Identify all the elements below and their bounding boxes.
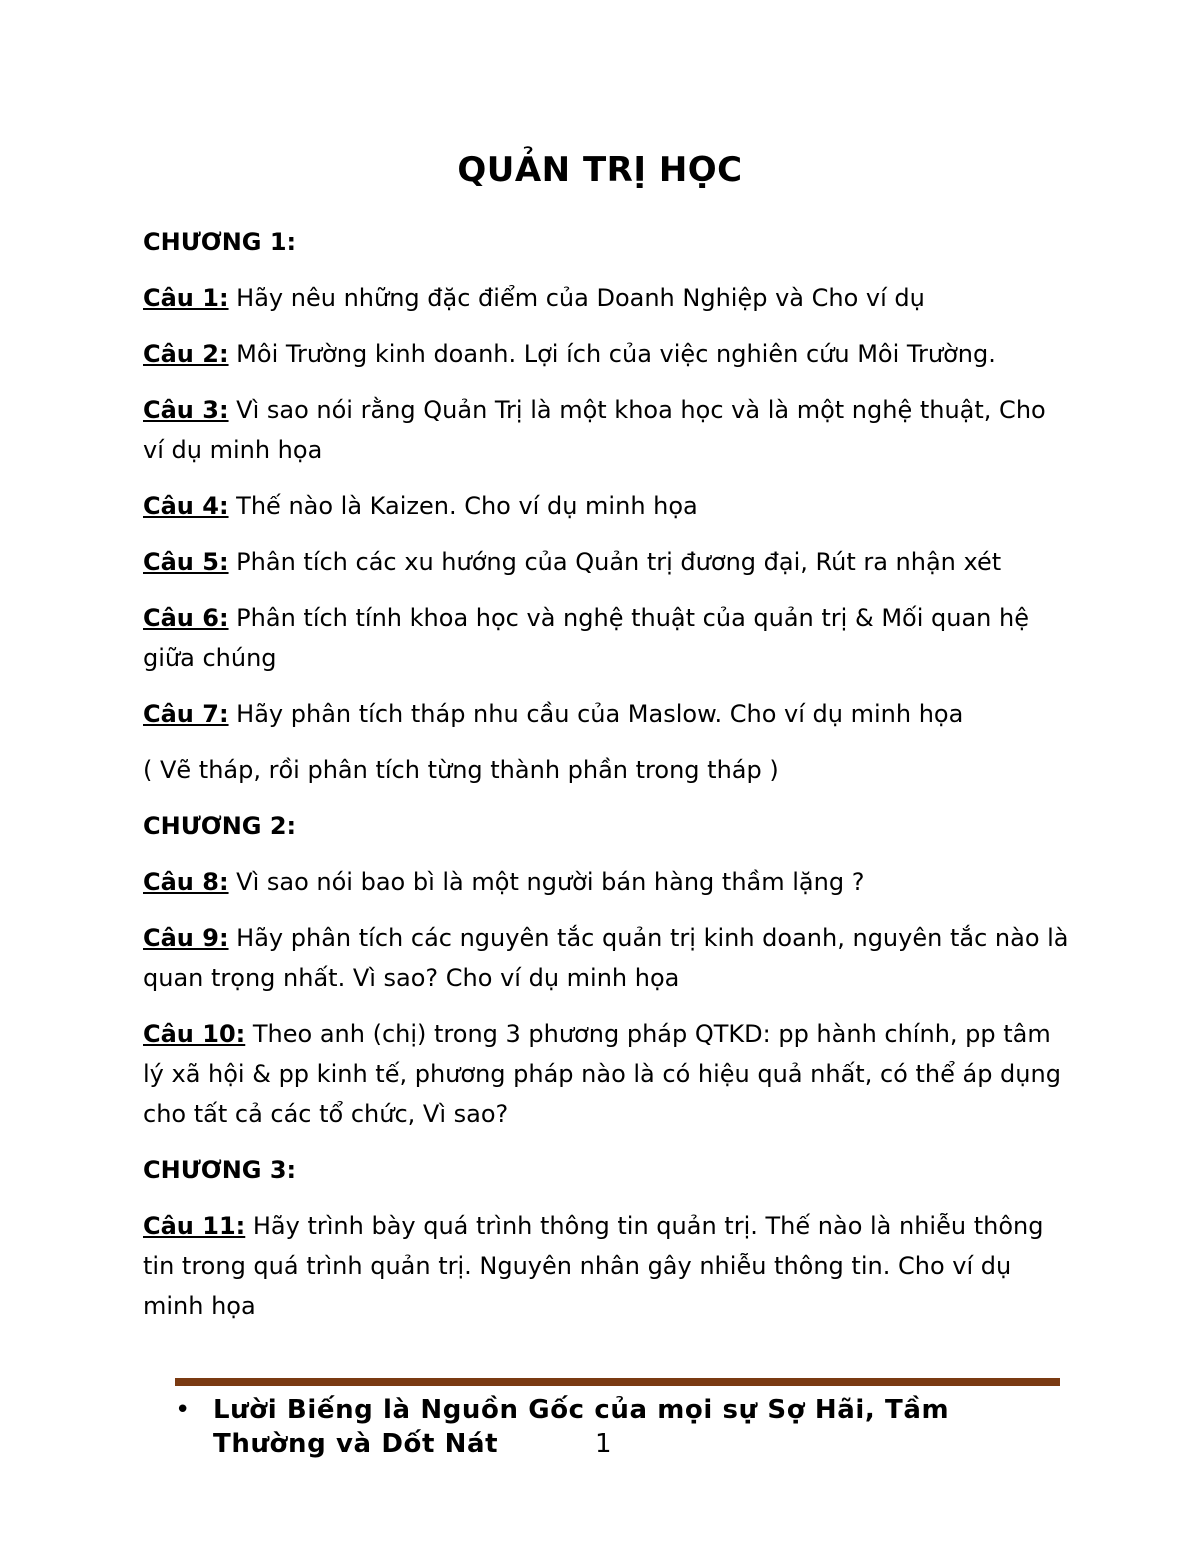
chapter-heading: CHƯƠNG 2: — [143, 812, 297, 840]
document-body — [143, 222, 1073, 1342]
question-label: Câu 6: — [143, 604, 229, 632]
question-item — [143, 1206, 1073, 1326]
question-item — [143, 390, 1073, 470]
question-item — [143, 694, 1073, 734]
question-text: Vì sao nói bao bì là một người bán hàng thầm lặng ? — [228, 868, 865, 896]
question-item — [143, 862, 1073, 902]
question-item — [143, 598, 1073, 678]
question-label: Câu 1: — [143, 284, 229, 312]
question-item — [143, 334, 1073, 374]
question-label: Câu 2: — [143, 340, 229, 368]
question-text: Hãy trình bày quá trình thông tin quản trị. Thế nào là nhiễu thông tin trong quá trình quản trị. Nguyên nhân gây nhiễu thông tin. Cho ví dụ minh họa — [143, 1212, 1044, 1320]
question-item — [143, 486, 1073, 526]
question-text: Vì sao nói rằng Quản Trị là một khoa học và là một nghệ thuật, Cho ví dụ minh họa — [143, 396, 1046, 464]
question-label: Câu 3: — [143, 396, 229, 424]
page-number: 1 — [595, 1429, 612, 1459]
question-label: Câu 11: — [143, 1212, 246, 1240]
question-label: Câu 4: — [143, 492, 229, 520]
question-label: Câu 5: — [143, 548, 229, 576]
question-text: Hãy nêu những đặc điểm của Doanh Nghiệp và Cho ví dụ — [228, 284, 925, 312]
question-text: Hãy phân tích tháp nhu cầu của Maslow. Cho ví dụ minh họa — [228, 700, 964, 728]
question-item — [143, 542, 1073, 582]
question-label: Câu 9: — [143, 924, 229, 952]
document-title: QUẢN TRỊ HỌC — [457, 150, 743, 190]
question-label: Câu 7: — [143, 700, 229, 728]
question-text: Phân tích tính khoa học và nghệ thuật của quản trị & Mối quan hệ giữa chúng — [143, 604, 1029, 672]
question-text: Theo anh (chị) trong 3 phương pháp QTKD: pp hành chính, pp tâm lý xã hội & pp kinh tế, phương pháp nào là có hiệu quả nhất, có thể áp dụng cho tất cả các tổ chức, Vì sao? — [143, 1020, 1061, 1128]
question-item — [143, 1014, 1073, 1134]
question-label: Câu 10: — [143, 1020, 246, 1048]
footer-quote: Lười Biếng là Nguồn Gốc của mọi sự Sợ Hãi, Tầm Thường và Dốt Nát — [213, 1395, 950, 1459]
bullet-icon: • — [175, 1395, 191, 1425]
question-label: Câu 8: — [143, 868, 229, 896]
question-text: Môi Trường kinh doanh. Lợi ích của việc nghiên cứu Môi Trường. — [228, 340, 996, 368]
chapter-heading: CHƯƠNG 3: — [143, 1156, 297, 1184]
question-item — [143, 918, 1073, 998]
question-item — [143, 278, 1073, 318]
question-text: Hãy phân tích các nguyên tắc quản trị kinh doanh, nguyên tắc nào là quan trọng nhất. Vì sao? Cho ví dụ minh họa — [143, 924, 1069, 992]
question-note: ( Vẽ tháp, rồi phân tích từng thành phần trong tháp ) — [143, 756, 779, 784]
footer-divider — [175, 1378, 1060, 1386]
question-text: Thế nào là Kaizen. Cho ví dụ minh họa — [228, 492, 698, 520]
question-text: Phân tích các xu hướng của Quản trị đương đại, Rút ra nhận xét — [228, 548, 1002, 576]
chapter-heading: CHƯƠNG 1: — [143, 228, 297, 256]
